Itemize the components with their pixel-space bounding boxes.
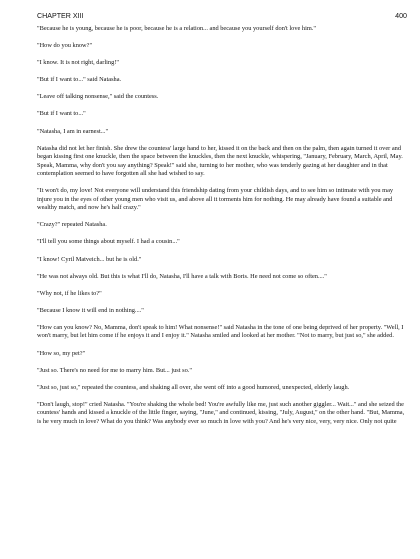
paragraph: "Crazy?" repeated Natasha. xyxy=(37,221,107,229)
paragraph: "I'll tell you some things about myself. I had a cousin..." xyxy=(37,238,180,246)
paragraph: "How can you know? No, Mamma, don't speak to him! What nonsense!" said Natasha in the tone of one being deprived of her property. "Well, I won't marry, but let him come if he enjoys it and I enjoy it." Natasha smiled and looked at her mother. "Not to marry, but just so," she added. xyxy=(37,323,404,340)
page-number: 400 xyxy=(395,12,407,20)
paragraph: "Because I know it will end in nothing...." xyxy=(37,306,144,314)
paragraph: "I know! Cyril Matveich... but he is old." xyxy=(37,255,142,263)
paragraph: "Why not, if he likes to?" xyxy=(37,289,102,297)
page-header xyxy=(37,12,407,21)
paragraph: "How so, my pet?" xyxy=(37,349,86,357)
paragraph: "Because he is young, because he is poor, because he is a relation... and because you yourself don't love him." xyxy=(37,25,316,32)
paragraph: "Don't laugh, stop!" cried Natasha. "You're shaking the whole bed! You're awfully like me, just such another giggler... Wait..." and she seized the countess' hands and kissed a knuckle of the little finger, saying, "June," and continued, kissing, "July, August," on the other hand. "But, Mamma, is he very much in love? What do you think? Was anybody ever so much in love with you? And he's very nice, very, very nice. Only not quite xyxy=(37,400,405,425)
body-text xyxy=(37,25,407,426)
paragraph: "Just so, just so," repeated the countess, and shaking all over, she went off into a good humored, unexpected, elderly laugh. xyxy=(37,383,350,391)
paragraph: "How do you know?" xyxy=(37,42,93,50)
paragraph: "But if I want to..." xyxy=(37,110,86,118)
paragraph: "Just so. There's no need for me to marry him. But... just so." xyxy=(37,366,192,374)
paragraph: "He was not always old. But this is what I'll do, Natasha, I'll have a talk with Boris. He need not come so often...." xyxy=(37,272,327,280)
paragraph: "Leave off talking nonsense," said the countess. xyxy=(37,93,159,101)
paragraph: Natasha did not let her finish. She drew the countess' large hand to her, kissed it on the back and then on the palm, then again turned it over and began kissing first one knuckle, then the space between the knuckles, then the next knuckle, whispering, "January, February, March, April, May. Speak, Mamma, why don't you say anything? Speak!" said she, turning to her mother, who was tenderly gazing at her daughter and in that contemplation seemed to have forgotten all she had wished to say. xyxy=(37,144,403,178)
paragraph: "It won't do, my love! Not everyone will understand this friendship dating from your childish days, and to see him so intimate with you may injure you in the eyes of other young men who visit us, and above all it torments him for nothing. He may already have found a suitable and wealthy match, and now he's half crazy." xyxy=(37,187,394,212)
paragraph: "I know. It is not right, darling!" xyxy=(37,59,119,67)
paragraph: "But if I want to..." said Natasha. xyxy=(37,76,122,84)
paragraph: "Natasha, I am in earnest..." xyxy=(37,127,109,135)
chapter-title: CHAPTER XIII xyxy=(37,12,84,20)
